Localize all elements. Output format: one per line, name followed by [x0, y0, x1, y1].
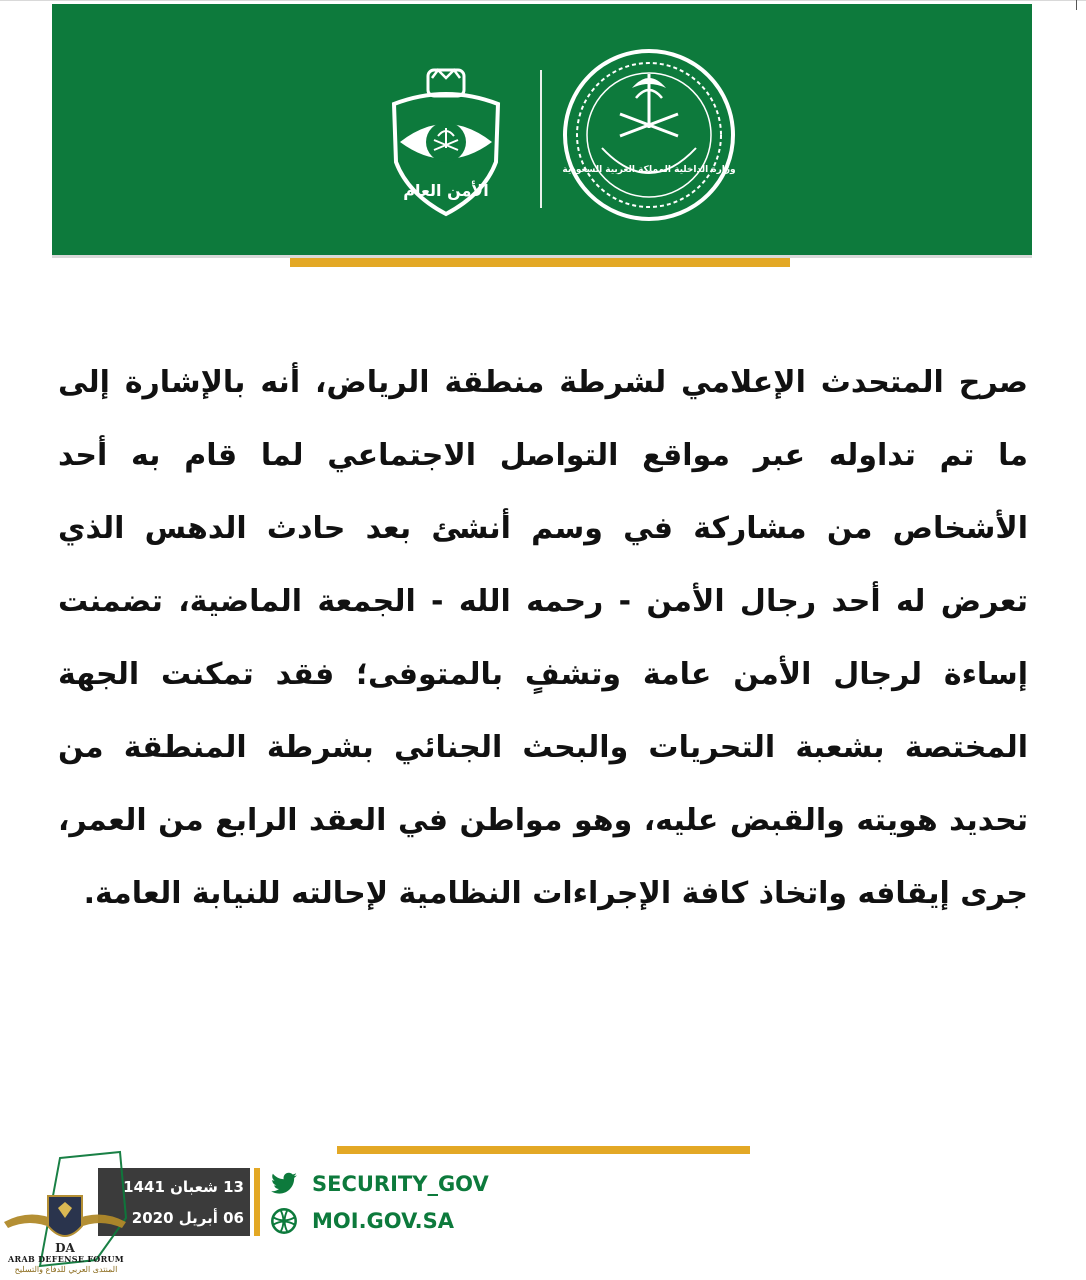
- twitter-contact[interactable]: [270, 1168, 489, 1198]
- header-banner: [52, 4, 1032, 258]
- twitter-bird-icon: [270, 1170, 298, 1198]
- date-gregorian: 06 أبريل 2020: [131, 1209, 244, 1227]
- gold-accent-bar-top: [290, 258, 790, 267]
- ministry-seal-icon: [562, 48, 736, 222]
- press-statement-text: صرح المتحدث الإعلامي لشرطة منطقة الرياض، أنه بالإشارة إلى ما تم تداوله عبر مواقع التواصل الاجتماعي لما قام به أحد الأشخاص من مشاركة في وسم أنشئ بعد حادث الدهس الذي تعرض له أحد رجال الأمن - رحمه الله - الجمعة الماضية، تضمنت إساءة لرجال الأمن عامة وتشفٍ بالمتوفى؛ فقد تمكنت الجهة المختصة بشعبة التحريات والبحث الجنائي بشرطة المنطقة من تحديد هويته والقبض عليه، وهو مواطن في العقد الرابع من العمر، جرى إيقافه واتخاذ كافة الإجراءات النظامية لإحالته للنيابة العامة.: [58, 365, 1028, 911]
- header-divider: [540, 70, 542, 208]
- public-security-emblem-icon: [384, 66, 508, 218]
- gold-accent-bar-bottom: [337, 1146, 750, 1154]
- watermark-subtitle: المنتدى العربي للدفاع والتسليح: [14, 1265, 118, 1274]
- website-url: MOI.GOV.SA: [312, 1209, 454, 1233]
- top-rule: [0, 0, 1086, 1]
- globe-icon: [270, 1207, 298, 1235]
- date-gold-accent: [254, 1168, 260, 1236]
- seal-label: وزارة الداخلية المملكة العربية السعودية: [562, 165, 736, 175]
- corner-mark: [1076, 0, 1077, 10]
- emblem-label: الأمن العام: [403, 181, 489, 200]
- website-contact[interactable]: [270, 1205, 454, 1235]
- svg-text:DA: DA: [55, 1241, 75, 1255]
- watermark-title: ARAB DEFENSE FORUM: [8, 1254, 124, 1264]
- twitter-handle: SECURITY_GOV: [312, 1172, 489, 1196]
- date-hijri: 13 شعبان 1441: [123, 1178, 244, 1196]
